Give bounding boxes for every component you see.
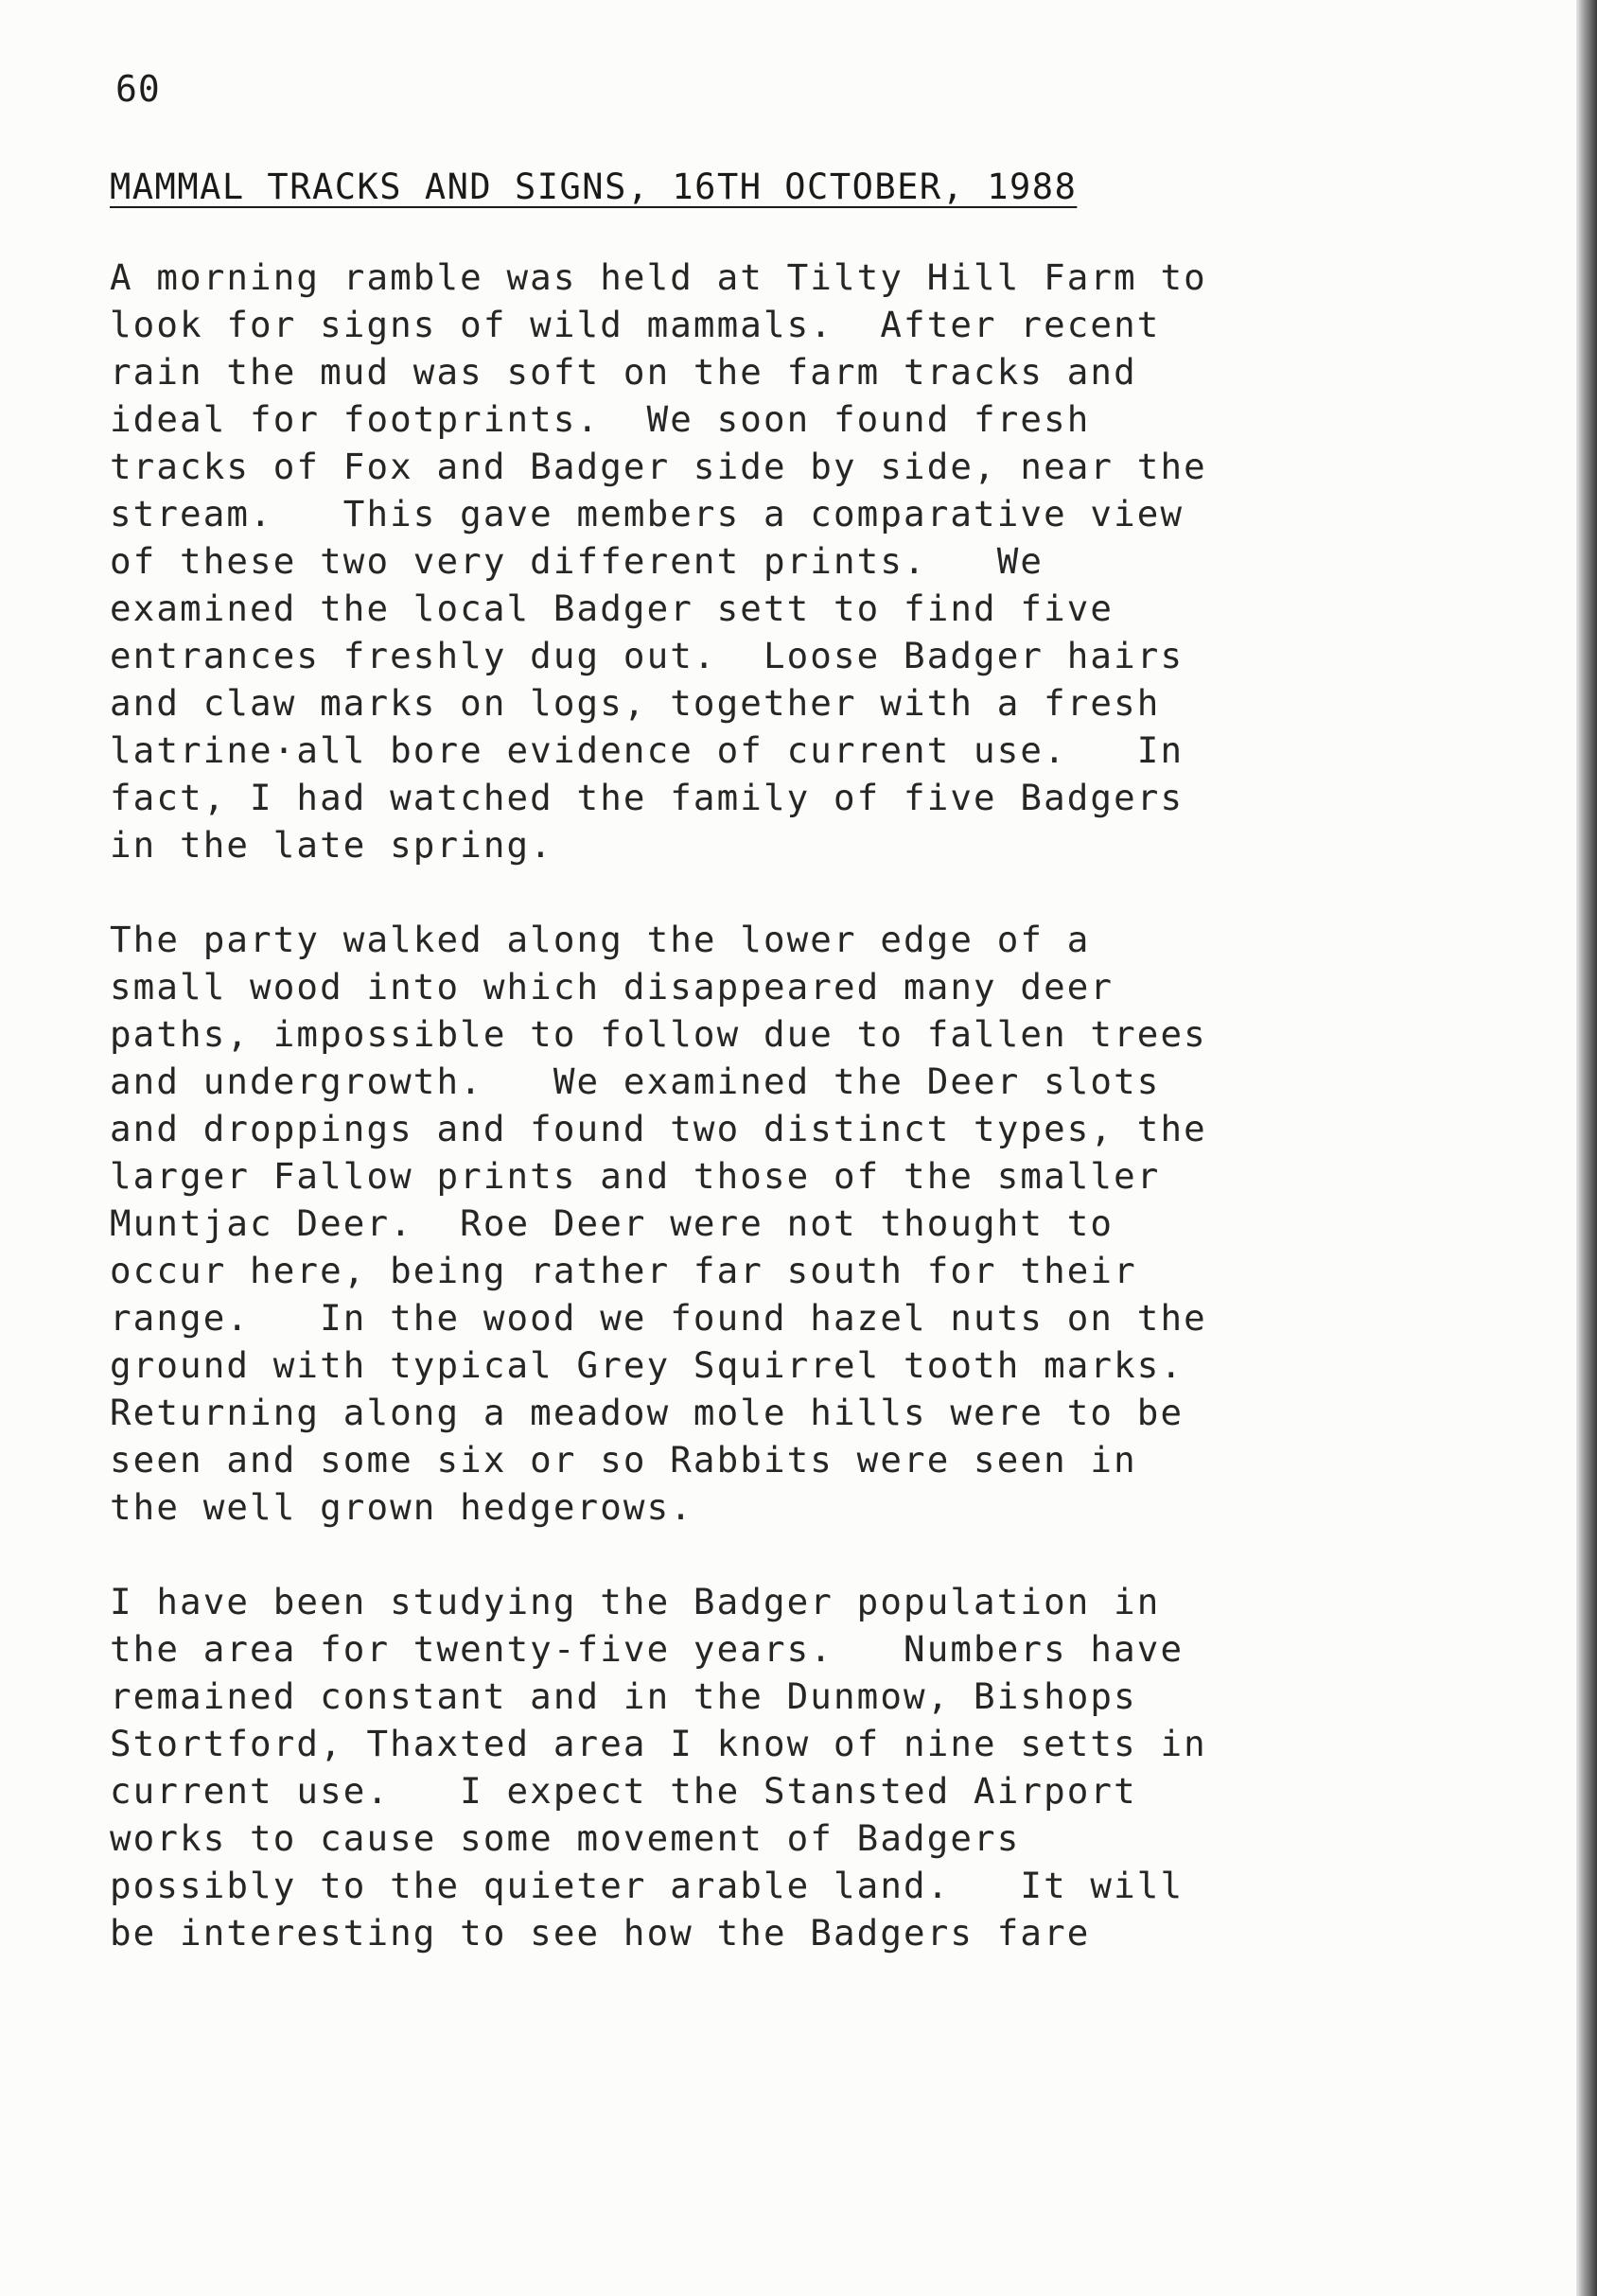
text-line: and undergrowth. We examined the Deer slots xyxy=(110,1060,1161,1102)
text-line: ideal for footprints. We soon found fresh xyxy=(110,398,1091,440)
text-line: Returning along a meadow mole hills were to be xyxy=(110,1392,1185,1433)
text-line: Stortford, Thaxted area I know of nine setts in xyxy=(110,1723,1207,1764)
page-number: 60 xyxy=(115,68,161,110)
text-line: be interesting to see how the Badgers fare xyxy=(110,1912,1091,1954)
text-line: A morning ramble was held at Tilty Hill Farm to xyxy=(110,256,1207,298)
text-line: possibly to the quieter arable land. It will xyxy=(110,1865,1185,1906)
text-line: range. In the wood we found hazel nuts on the xyxy=(110,1297,1207,1339)
text-line: rain the mud was soft on the farm tracks and xyxy=(110,351,1137,393)
text-line: I have been studying the Badger population in xyxy=(110,1581,1161,1622)
page-binding-edge xyxy=(1576,0,1597,2296)
text-line: examined the local Badger sett to find five xyxy=(110,587,1114,629)
text-line: look for signs of wild mammals. After recent xyxy=(110,304,1161,345)
text-line: occur here, being rather far south for their xyxy=(110,1250,1137,1291)
text-line: remained constant and in the Dunmow, Bishops xyxy=(110,1675,1137,1717)
paragraph-2 xyxy=(110,916,1510,1531)
paragraph-3 xyxy=(110,1578,1510,1956)
paragraph-1 xyxy=(110,254,1510,868)
text-line: and droppings and found two distinct types, the xyxy=(110,1108,1207,1149)
text-line: and claw marks on logs, together with a fresh xyxy=(110,682,1161,724)
text-line: the area for twenty-five years. Numbers have xyxy=(110,1628,1185,1670)
text-line: latrine·all bore evidence of current use. In xyxy=(110,729,1185,771)
text-line: larger Fallow prints and those of the smaller xyxy=(110,1155,1161,1197)
text-line: paths, impossible to follow due to fallen trees xyxy=(110,1013,1207,1055)
text-line: tracks of Fox and Badger side by side, near the xyxy=(110,446,1207,487)
text-line: ground with typical Grey Squirrel tooth marks. xyxy=(110,1344,1185,1386)
text-line: fact, I had watched the family of five Badgers xyxy=(110,777,1185,818)
text-line: The party walked along the lower edge of a xyxy=(110,919,1091,960)
article-title: MAMMAL TRACKS AND SIGNS, 16TH OCTOBER, 1988 xyxy=(110,167,1078,207)
text-line: current use. I expect the Stansted Airport xyxy=(110,1770,1137,1812)
text-line: small wood into which disappeared many deer xyxy=(110,966,1114,1008)
text-line: seen and some six or so Rabbits were seen in xyxy=(110,1439,1137,1481)
text-line: Muntjac Deer. Roe Deer were not thought to xyxy=(110,1202,1114,1244)
text-line: works to cause some movement of Badgers xyxy=(110,1817,1021,1859)
text-line: stream. This gave members a comparative view xyxy=(110,493,1185,535)
text-line: in the late spring. xyxy=(110,824,553,866)
text-line: entrances freshly dug out. Loose Badger hairs xyxy=(110,635,1185,676)
article-body xyxy=(110,254,1510,2004)
text-line: of these two very different prints. We xyxy=(110,540,1044,582)
text-line: the well grown hedgerows. xyxy=(110,1486,693,1528)
